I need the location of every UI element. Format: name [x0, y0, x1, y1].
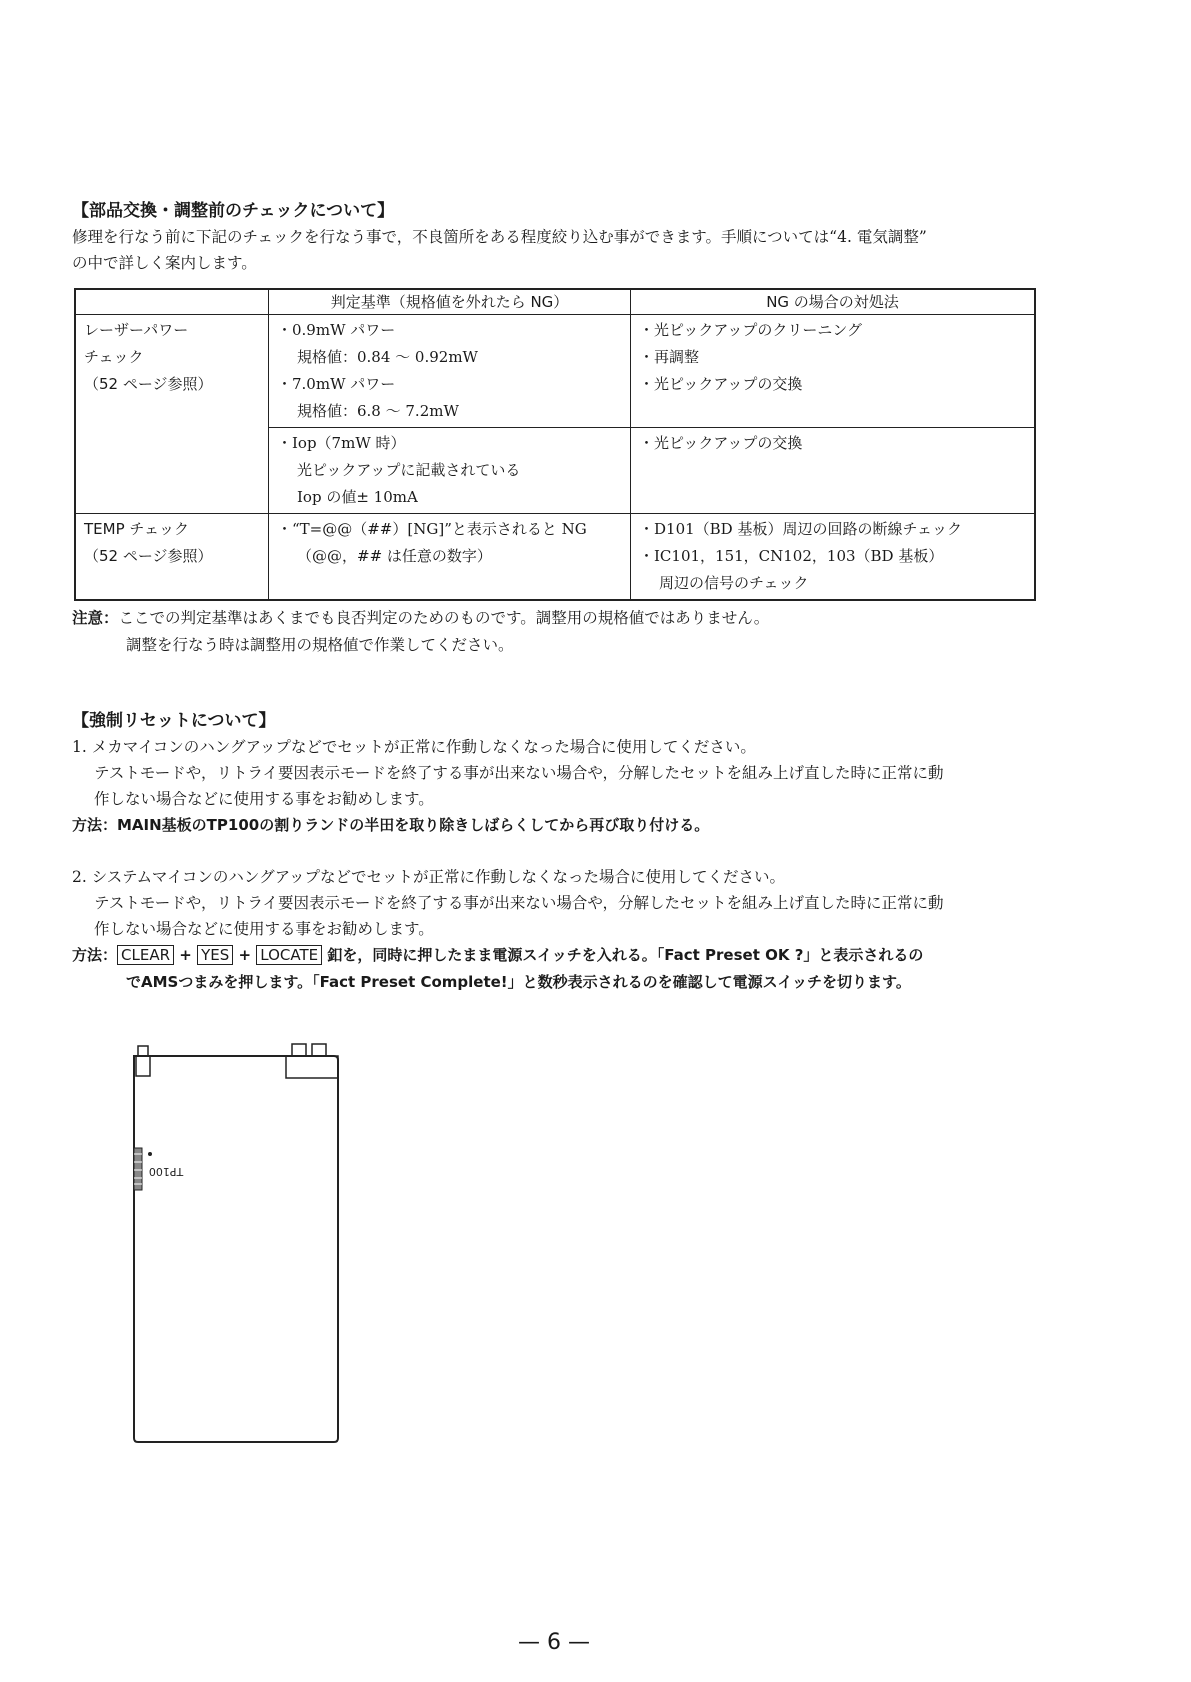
criteria-line: ・7.0mW パワー: [277, 375, 396, 393]
remedy-line: 周辺の信号のチェック: [659, 574, 809, 592]
connector-small: [138, 1046, 148, 1056]
connector-pin: [312, 1044, 326, 1056]
tp100-label: TP100: [148, 1165, 184, 1178]
section1-intro-line1: 修理を行なう前に下記のチェックを行なう事で，不良箇所をある程度絞り込む事ができます。手順については“4. 電気調整”: [72, 228, 927, 246]
item2-line1: 2. システムマイコンのハングアップなどでセットが正常に作動しなくなった場合に使用してください。: [72, 868, 786, 886]
locate-key-label: LOCATE: [256, 945, 322, 965]
row-label-laser: [75, 315, 269, 514]
table-header-cell: NG の場合の対処法: [631, 289, 1036, 315]
criteria-cell: [269, 428, 631, 514]
label-line: レーザーパワー: [84, 321, 189, 339]
remedy-line: ・IC101，151，CN102，103（BD 基板）: [639, 547, 944, 565]
board-outline: [134, 1056, 338, 1442]
check-table: [74, 288, 1036, 601]
criteria-line: （@@，## は任意の数字）: [297, 547, 492, 565]
item2-line2: テストモードや，リトライ要因表示モードを終了する事が出来ない場合や，分解したセットを組み上げ直した時に正常に動: [94, 894, 944, 912]
row-label-temp: [75, 514, 269, 601]
label-line: （52 ページ参照）: [84, 547, 213, 565]
table-header-cell: [75, 289, 269, 315]
page-number: — 6 —: [518, 1630, 590, 1655]
yes-key-label: YES: [197, 945, 233, 965]
connector-right: [286, 1056, 338, 1078]
method2-line2: でAMSつまみを押します。「Fact Preset Complete!」と数秒表示されるのを確認して電源スイッチを切ります。: [126, 973, 911, 991]
table-header-cell: 判定基準（規格値を外れたら NG）: [269, 289, 631, 315]
plus-sign: +: [238, 946, 252, 964]
criteria-cell: [269, 315, 631, 428]
criteria-cell: [269, 514, 631, 601]
note: [72, 606, 769, 628]
note-line2: 調整を行なう時は調整用の規格値で作業してください。: [126, 636, 514, 654]
remedy-cell: [631, 315, 1036, 428]
remedy-line: ・光ピックアップの交換: [639, 434, 803, 452]
plus-sign: +: [179, 946, 192, 964]
clear-key-label: CLEAR: [117, 945, 174, 965]
main-board-diagram: [120, 1040, 360, 1450]
table-row: [75, 315, 1035, 428]
remedy-line: ・光ピックアップのクリーニング: [639, 321, 863, 339]
method2: [72, 944, 923, 965]
criteria-line: Iop の値± 10mA: [297, 488, 418, 506]
item1-line2: テストモードや，リトライ要因表示モードを終了する事が出来ない場合や，分解したセットを組み上げ直した時に正常に動: [94, 764, 944, 782]
criteria-line: ・0.9mW パワー: [277, 321, 396, 339]
criteria-line: ・“T=@@（##）[NG]”と表示されると NG: [277, 520, 587, 538]
connector-left: [136, 1056, 150, 1076]
criteria-line: 規格値：6.8 ～ 7.2mW: [297, 402, 459, 420]
criteria-line: 光ピックアップに記載されている: [297, 461, 521, 479]
section1-heading: 【部品交換・調整前のチェックについて】: [72, 201, 395, 221]
method2-rest: 釦を，同時に押したまま電源スイッチを入れる。「Fact Preset OK ?」と表示されるの: [327, 946, 924, 964]
table-header-row: [75, 289, 1035, 315]
criteria-line: ・Iop（7mW 時）: [277, 434, 406, 452]
label-line: TEMP チェック: [84, 520, 189, 538]
label-line: チェック: [84, 348, 144, 366]
tp100-marker: [148, 1152, 152, 1156]
note-line1: ここでの判定基準はあくまでも良否判定のためのものです。調整用の規格値ではありません。: [118, 609, 770, 627]
criteria-line: 規格値：0.84 ～ 0.92mW: [297, 348, 478, 366]
label-line: （52 ページ参照）: [84, 375, 213, 393]
item1-line1: 1. メカマイコンのハングアップなどでセットが正常に作動しなくなった場合に使用してください。: [72, 738, 756, 756]
remedy-cell: [631, 514, 1036, 601]
remedy-line: ・D101（BD 基板）周辺の回路の断線チェック: [639, 520, 963, 538]
remedy-line: ・光ピックアップの交換: [639, 375, 803, 393]
connector-pin: [292, 1044, 306, 1056]
section1-intro-line2: の中で詳しく案内します。: [72, 254, 257, 272]
table-row: [75, 514, 1035, 601]
method1: 方法：MAIN基板のTP100の割りランドの半田を取り除きしばらくしてから再び取り付ける。: [72, 816, 710, 834]
remedy-cell: [631, 428, 1036, 514]
remedy-line: ・再調整: [639, 348, 700, 366]
section2-heading: 【強制リセットについて】: [72, 711, 276, 731]
item2-line3: 作しない場合などに使用する事をお勧めします。: [94, 920, 434, 938]
method2-prefix: 方法：: [72, 946, 118, 964]
item1-line3: 作しない場合などに使用する事をお勧めします。: [94, 790, 434, 808]
note-prefix: 注意：: [72, 609, 119, 627]
